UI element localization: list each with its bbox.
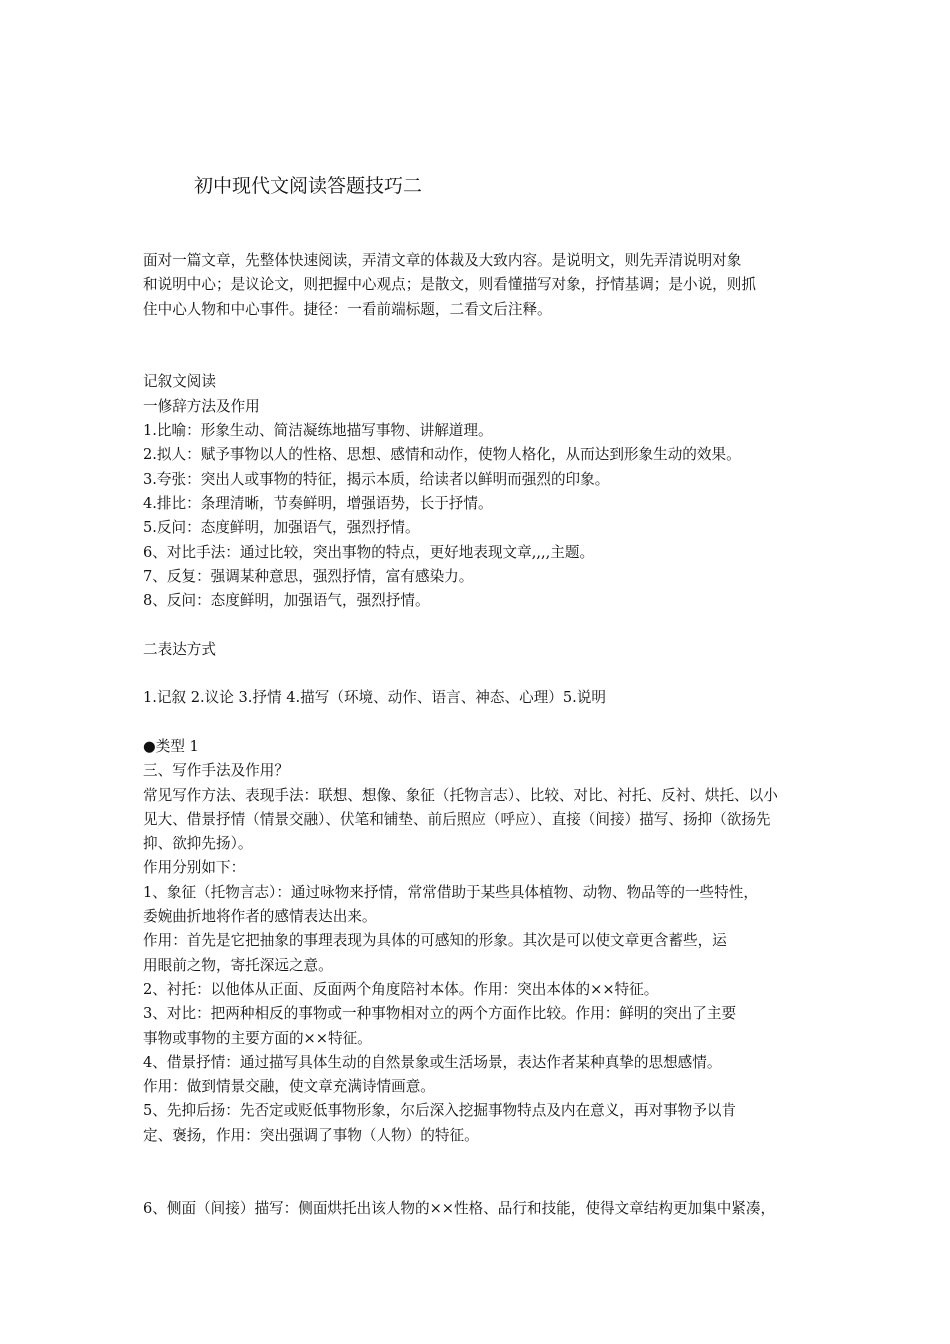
spacer <box>143 662 815 686</box>
spacer <box>143 711 815 735</box>
intro-line: 住中心人物和中心事件。捷径：一看前端标题，二看文后注释。 <box>143 300 552 318</box>
writing-line: 1、象征（托物言志）：通过咏物来抒情，常常借助于某些具体植物、动物、物品等的一些特性， <box>143 883 758 901</box>
writing-line: 委婉曲折地将作者的感情表达出来。 <box>143 908 377 926</box>
spacer <box>143 322 815 371</box>
rhetoric-item: 6、对比手法：通过比较，突出事物的特点，更好地表现文章,,,,主题。 <box>143 543 595 561</box>
writing-line: 5、先抑后扬：先否定或贬低事物形象，尔后深入挖掘事物特点及内在意义，再对事物予以肯 <box>143 1102 737 1120</box>
spacer <box>143 1148 815 1197</box>
section-heading-narrative: 记叙文阅读 <box>143 373 216 391</box>
rhetoric-item: 8、反问：态度鲜明，加强语气，强烈抒情。 <box>143 592 430 610</box>
writing-line: 定、褒扬，作用：突出强调了事物（人物）的特征。 <box>143 1126 479 1144</box>
rhetoric-item: 7、反复：强调某种意思，强烈抒情，富有感染力。 <box>143 567 474 585</box>
writing-line: 2、衬托：以他体从正面、反面两个角度陪衬本体。作用：突出本体的××特征。 <box>143 980 659 998</box>
intro-line: 面对一篇文章，先整体快速阅读，弄清文章的体裁及大致内容。是说明文，则先弄清说明对象 <box>143 252 742 269</box>
writing-line: 作用分别如下： <box>143 859 246 877</box>
writing-line: 事物或事物的主要方面的××特征。 <box>143 1029 372 1047</box>
writing-line: 抑、欲抑先扬）。 <box>143 835 253 853</box>
rhetoric-item: 5.反问：态度鲜明，加强语气，强烈抒情。 <box>143 519 420 537</box>
document-body <box>143 249 815 1221</box>
rhetoric-item: 1.比喻：形象生动、简洁凝练地描写事物、讲解道理。 <box>143 422 493 440</box>
rhetoric-item: 2.拟人：赋予事物以人的性格、思想、感情和动作，使物人格化，从而达到形象生动的效果。 <box>143 446 741 464</box>
writing-last-line: 6、侧面（间接）描写：侧面烘托出该人物的××性格、品行和技能，使得文章结构更加集中紧凑， <box>143 1199 776 1217</box>
spacer <box>143 613 815 637</box>
section-heading-expression: 二表达方式 <box>143 640 216 658</box>
writing-line: 见大、借景抒情（情景交融）、伏笔和铺垫、前后照应（呼应）、直接（间接）描写、扬抑（欲扬先 <box>143 810 771 828</box>
writing-line: 用眼前之物，寄托深远之意。 <box>143 956 333 974</box>
rhetoric-item: 4.排比：条理清晰，节奏鲜明，增强语势，长于抒情。 <box>143 494 493 512</box>
page-title: 初中现代文阅读答题技巧二 <box>194 175 423 197</box>
writing-line: 常见写作方法、表现手法：联想、想像、象征（托物言志）、比较、对比、衬托、反衬、烘托、以小 <box>143 786 778 804</box>
intro-line: 和说明中心；是议论文，则把握中心观点；是散文，则看懂描写对象，抒情基调；是小说，则抓 <box>143 276 756 294</box>
writing-line: 3、对比：把两种相反的事物或一种事物相对立的两个方面作比较。作用：鲜明的突出了主要 <box>143 1005 737 1023</box>
writing-line: 作用：做到情景交融，使文章充满诗情画意。 <box>143 1078 435 1096</box>
rhetoric-item: 3.夸张：突出人或事物的特征，揭示本质，给读者以鲜明而强烈的印象。 <box>143 470 610 488</box>
writing-line: 4、借景抒情：通过描写具体生动的自然景象或生活场景，表达作者某种真挚的思想感情。 <box>143 1053 722 1071</box>
expression-list: 1.记叙 2.议论 3.抒情 4.描写（环境、动作、语言、神态、心理）5.说明 <box>143 689 606 707</box>
writing-line: 作用：首先是它把抽象的事理表现为具体的可感知的形象。其次是可以使文章更含蓄些，运 <box>143 932 727 950</box>
section-heading-writing: 三、写作手法及作用？ <box>143 762 289 780</box>
type-label: ●类型 1 <box>143 737 199 755</box>
subsection-heading-rhetoric: 一修辞方法及作用 <box>143 397 260 415</box>
